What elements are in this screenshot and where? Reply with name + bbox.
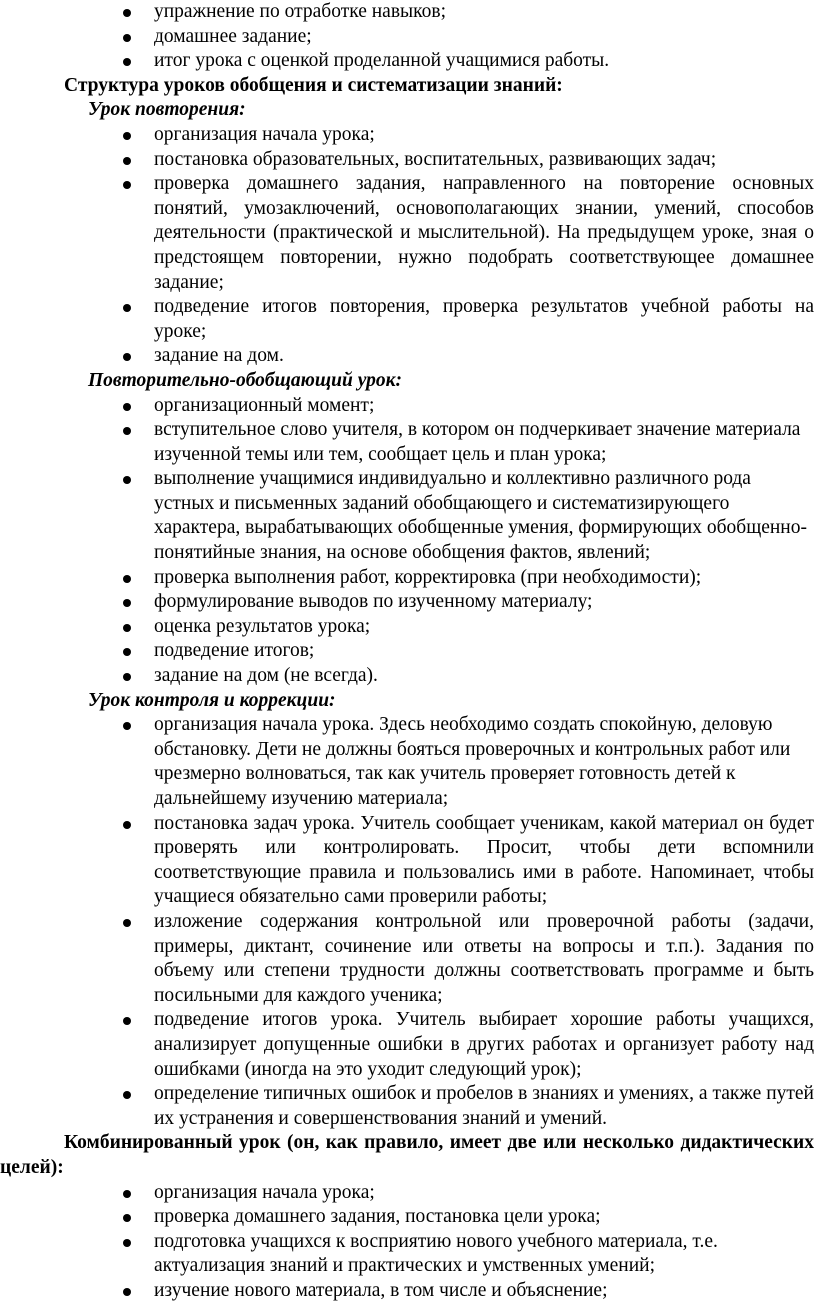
list-item: выполнение учащимися индивидуально и коллективно различного рода устных и письменных заданий обобщающего и систематизирующего характера, вырабатывающих обобщенные умения, формирующих обобщенно-понятийные знания, на основе обобщения фактов, явлений;: [0, 467, 816, 565]
control-title: Урок контроля и коррекции:: [88, 689, 336, 711]
generalizing-title: Повторительно-обобщающий урок:: [88, 369, 402, 391]
list-item: определение типичных ошибок и пробелов в знаниях и умениях, а также путей их устранения и совершенствования знаний и умений.: [0, 1082, 816, 1131]
list-item: задание на дом (не всегда).: [0, 664, 816, 689]
list-item: задание на дом.: [0, 344, 816, 369]
list-item: формулирование выводов по изученному материалу;: [0, 590, 816, 615]
list-item: изложение содержания контрольной или проверочной работы (задачи, примеры, диктант, сочинение или ответы на вопросы и т.п.). Задания по объему или степени трудности должны соответствовать программе и быть посильными для каждого ученика;: [0, 910, 816, 1008]
list-item: подведение итогов повторения, проверка результатов учебной работы на уроке;: [0, 295, 816, 344]
list-item: подведение итогов урока. Учитель выбирает хорошие работы учащихся, анализирует допущенные ошибки в других работах и организует работу над ошибками (иногда на это уходит следующий урок);: [0, 1008, 816, 1082]
section-title: Структура уроков обобщения и систематизации знаний:: [64, 74, 563, 96]
list-item: подведение итогов;: [0, 639, 816, 664]
list-item: упражнение по отработке навыков;: [0, 0, 816, 25]
combined-list: [0, 1181, 816, 1304]
list-item: проверка домашнего задания, постановка цели урока;: [0, 1205, 816, 1230]
list-item: оценка результатов урока;: [0, 615, 816, 640]
generalizing-list: [0, 394, 816, 689]
combined-title: Комбинированный урок (он, как правило, имеет две или несколько дидактических целей):: [0, 1132, 814, 1178]
repetition-title: Урок повторения:: [88, 99, 246, 121]
list-item: проверка домашнего задания, направленного на повторение основных понятий, умозаключений, основополагающих знании, умений, способов деятельности (практической и мыслительной). На предыдущем уроке, зная о предстоящем повторении, нужно подобрать соответствующее домашнее задание;: [0, 172, 816, 295]
intro-list: [0, 0, 816, 74]
list-item: вступительное слово учителя, в котором он подчеркивает значение материала изученной темы или тем, сообщает цель и план урока;: [0, 418, 816, 467]
list-item: организационный момент;: [0, 394, 816, 419]
list-item: организация начала урока;: [0, 1181, 816, 1206]
list-item: домашнее задание;: [0, 25, 816, 50]
control-list: [0, 713, 816, 1131]
list-item: постановка образовательных, воспитательных, развивающих задач;: [0, 148, 816, 173]
list-item: изучение нового материала, в том числе и объяснение;: [0, 1279, 816, 1304]
list-item: проверка выполнения работ, корректировка (при необходимости);: [0, 566, 816, 591]
list-item: постановка задач урока. Учитель сообщает ученикам, какой материал он будет проверять или контролировать. Просит, чтобы дети вспомнили соответствующие правила и пользовались ими в работе. Напоминает, чтобы учащиеся обязательно сами проверили работы;: [0, 812, 816, 910]
list-item: подготовка учащихся к восприятию нового учебного материала, т.е. актуализация знаний и практических и умственных умений;: [0, 1230, 816, 1279]
list-item: организация начала урока;: [0, 123, 816, 148]
list-item: итог урока с оценкой проделанной учащимися работы.: [0, 49, 816, 74]
list-item: организация начала урока. Здесь необходимо создать спокойную, деловую обстановку. Дети не должны бояться проверочных и контрольных работ или чрезмерно волноваться, так как учитель проверяет готовность детей к дальнейшему изучению материала;: [0, 713, 816, 811]
repetition-list: [0, 123, 816, 369]
